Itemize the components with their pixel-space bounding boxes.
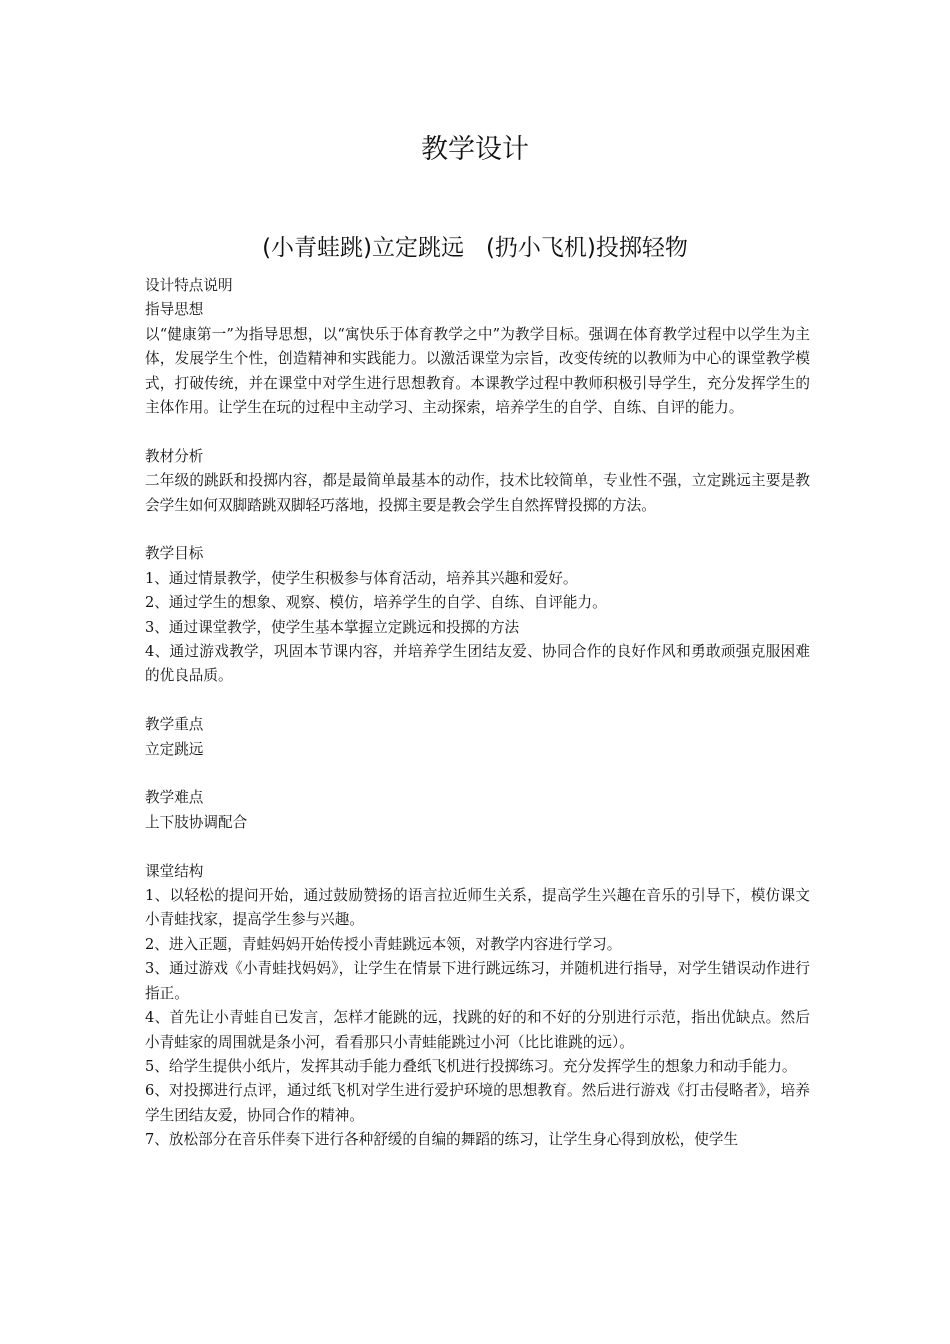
section-gap — [145, 420, 810, 444]
material-paragraph: 二年级的跳跃和投掷内容，都是最简单最基本的动作，技术比较简单，专业性不强，立定跳远主要是教会学生如何双脚踏跳双脚轻巧落地，投掷主要是教会学生自然挥臂投掷的方法。 — [145, 472, 810, 514]
structure-item: 3、通过游戏《小青蛙找妈妈》，让学生在情景下进行跳远练习，并随机进行指导，对学生错误动作进行指正。 — [145, 960, 810, 1002]
structure-item: 6、对投掷进行点评，通过纸飞机对学生进行爱护环境的思想教育。然后进行游戏《打击侵略者》，培养学生团结友爱，协同合作的精神。 — [145, 1082, 810, 1124]
goal-item: 3、通过课堂教学，使学生基本掌握立定跳远和投掷的方法 — [145, 618, 520, 636]
section-gap — [145, 762, 810, 786]
guide-heading: 指导思想 — [145, 301, 204, 319]
goal-item: 4、通过游戏教学，巩固本节课内容，并培养学生团结友爱、协同合作的良好作风和勇敢顽强克服困难的优良品质。 — [145, 643, 810, 685]
structure-item: 4、首先让小青蛙自已发言，怎样才能跳的远，找跳的好的和不好的分别进行示范，指出优缺点。然后小青蛙家的周围就是条小河，看看那只小青蛙能跳过小河（比比谁跳的远）。 — [145, 1009, 810, 1051]
section-gap — [145, 835, 810, 859]
structure-item: 7、放松部分在音乐伴奏下进行各种舒缓的自编的舞蹈的练习，让学生身心得到放松，使学生 — [145, 1131, 739, 1149]
difficulty-text: 上下肢协调配合 — [145, 813, 248, 831]
document-subtitle: (小青蛙跳)立定跳远 (扔小飞机)投掷轻物 — [262, 235, 688, 261]
material-heading: 教材分析 — [145, 447, 204, 465]
section-gap — [145, 689, 810, 713]
guide-paragraph: 以“健康第一”为指导思想，以“寓快乐于体育教学之中”为教学目标。强调在体育教学过程中以学生为主体，发展学生个性，创造精神和实践能力。以激活课堂为宗旨，改变传统的以教师为中心的课堂教学模式，打破传统，并在课堂中对学生进行思想教育。本课教学过程中教师积极引导学生，充分发挥学生的主体作用。让学生在玩的过程中主动学习、主动探索，培养学生的自学、自练、自评的能力。 — [145, 325, 810, 417]
structure-item: 1、以轻松的提问开始，通过鼓励赞扬的语言拉近师生关系，提高学生兴趣在音乐的引导下，模仿课文小青蛙找家，提高学生参与兴趣。 — [145, 887, 810, 929]
structure-heading: 课堂结构 — [145, 862, 204, 880]
design-heading: 设计特点说明 — [145, 277, 233, 294]
difficulty-heading: 教学难点 — [145, 789, 204, 807]
focus-text: 立定跳远 — [145, 740, 204, 758]
goal-item: 2、通过学生的想象、观察、模仿，培养学生的自学、自练、自评能力。 — [145, 594, 607, 612]
goals-heading: 教学目标 — [145, 545, 204, 563]
focus-heading: 教学重点 — [145, 716, 204, 734]
document-body — [145, 274, 810, 1153]
structure-item: 2、进入正题，青蛙妈妈开始传授小青蛙跳远本领，对教学内容进行学习。 — [145, 935, 622, 953]
structure-item: 5、给学生提供小纸片，发挥其动手能力叠纸飞机进行投掷练习。充分发挥学生的想象力和动手能力。 — [145, 1057, 797, 1075]
section-gap — [145, 518, 810, 542]
goal-item: 1、通过情景教学，使学生积极参与体育活动，培养其兴趣和爱好。 — [145, 569, 578, 587]
document-title: 教学设计 — [421, 134, 529, 165]
